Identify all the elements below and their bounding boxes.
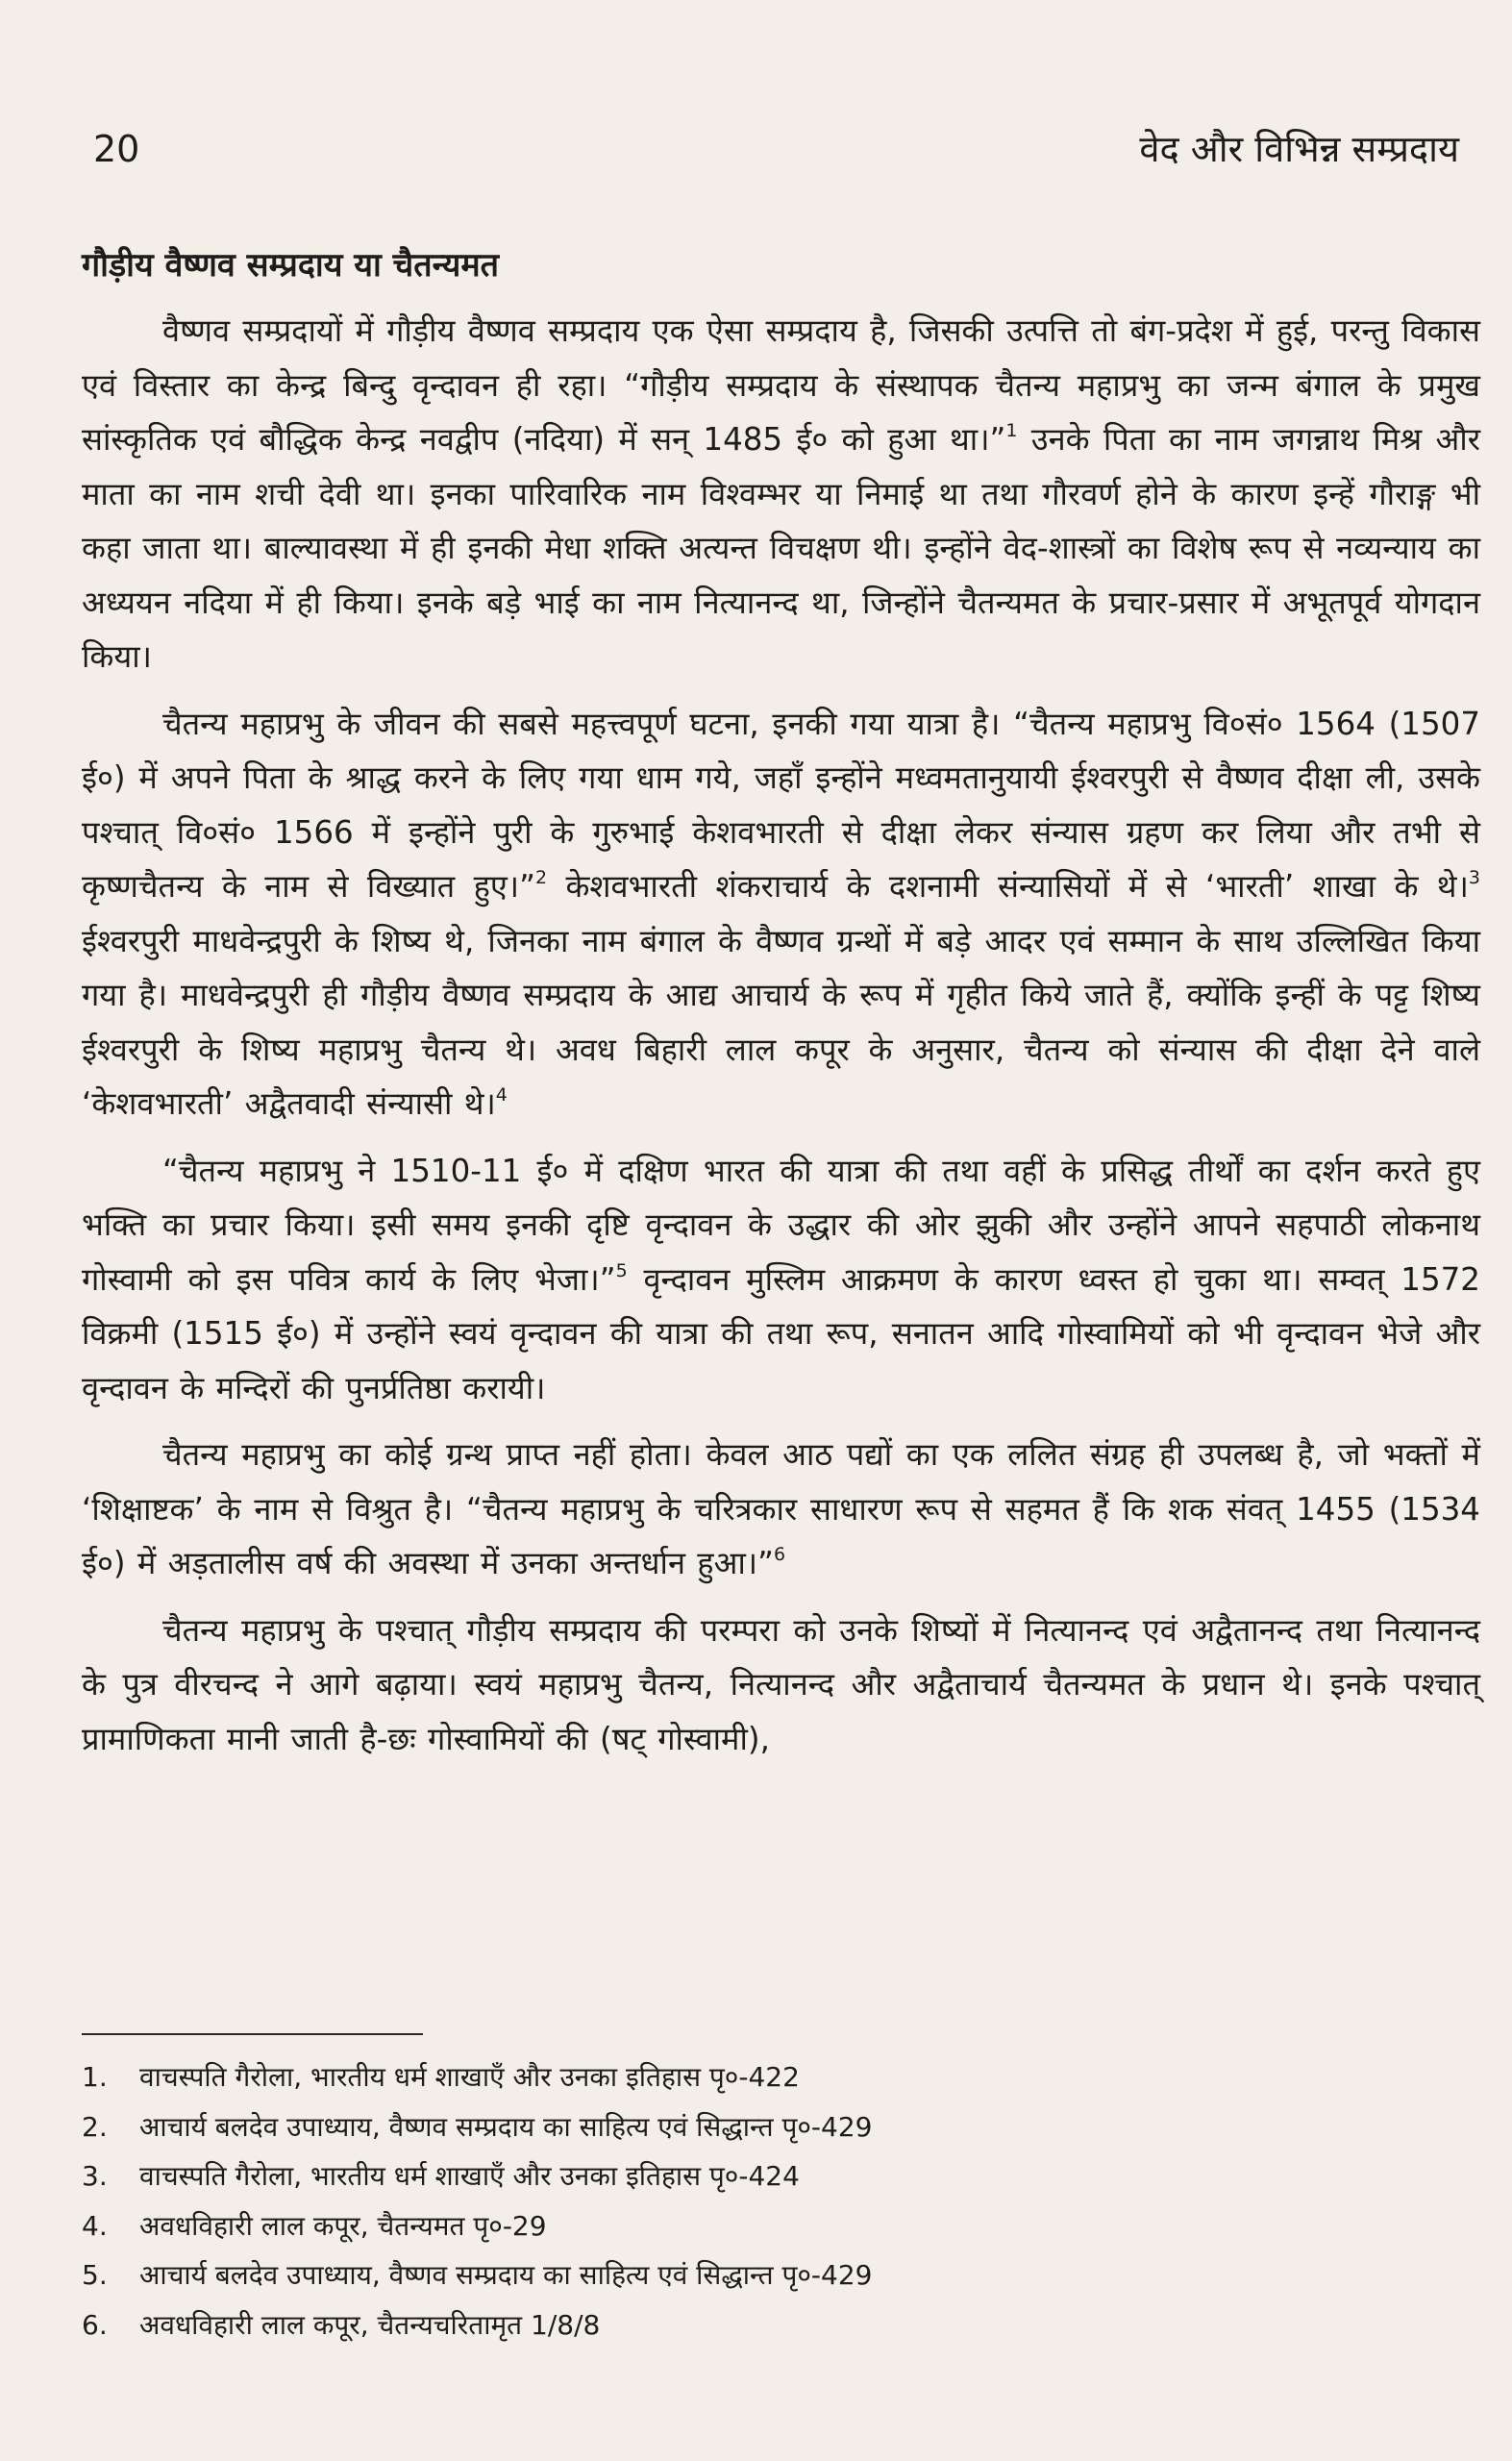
footnote-item [82, 2052, 1480, 2102]
footnote-item [82, 2201, 1480, 2251]
running-head: वेद और विभिन्न सम्प्रदाय [1139, 128, 1459, 170]
footnote-number: 5. [82, 2259, 108, 2292]
paragraph-text: चैतन्य महाप्रभु के पश्चात् गौड़ीय सम्प्रदाय की परम्परा को उनके शिष्यों में नित्यानन्द एवं अद्वैतानन्द तथा नित्यानन्द के पुत्र वीरचन्द ने आगे बढ़ाया। स्वयं महाप्रभु चैतन्य, नित्यानन्द और अद्वैताचार्य चैतन्यमत के प्रधान थे। इनके पश्चात् प्रामाणिकता मानी जाती है-छः गोस्वामियों की (षट् गोस्वामी), [82, 1611, 1480, 1757]
footnote-text: अवधविहारी लाल कपूर, चैतन्यचरितामृत 1/8/8 [139, 2308, 601, 2341]
footnote-text: आचार्य बलदेव उपाध्याय, वैष्णव सम्प्रदाय का साहित्य एवं सिद्धान्त पृ०-429 [139, 2259, 873, 2292]
footnote-ref: 5 [615, 1259, 628, 1281]
page-header [82, 125, 1459, 183]
footnote-divider [82, 2033, 423, 2035]
footnote-list [82, 2052, 1480, 2350]
paragraph-4 [82, 1428, 1480, 1591]
footnote-text: वाचस्पति गैरोला, भारतीय धर्म शाखाएँ और उनका इतिहास पृ०-422 [139, 2061, 800, 2093]
footnote-ref: 6 [773, 1544, 786, 1565]
footnote-item [82, 2102, 1480, 2152]
footnote-number: 6. [82, 2308, 108, 2341]
footnote-number: 2. [82, 2110, 108, 2143]
footnote-number: 4. [82, 2209, 108, 2242]
paragraph-text: वृन्दावन मुस्लिम आक्रमण के कारण ध्वस्त हो चुका था। सम्वत् 1572 विक्रमी (1515 ई०) में उन्होंने स्वयं वृन्दावन की यात्रा की तथा रूप, सनातन आदि गोस्वामियों को भी वृन्दावन भेजे और वृन्दावन के मन्दिरों की पुनर्प्रतिष्ठा करायी। [82, 1260, 1480, 1406]
footnote-item [82, 2300, 1480, 2350]
paragraph-text: ईश्वरपुरी माधवेन्द्रपुरी के शिष्य थे, जिनका नाम बंगाल के वैष्णव ग्रन्थों में बड़े आदर एवं सम्मान के साथ उल्लिखित किया गया है। माधवेन्द्रपुरी ही गौड़ीय वैष्णव सम्प्रदाय के आद्य आचार्य के रूप में गृहीत किये जाते हैं, क्योंकि इन्हीं के पट्ट शिष्य ईश्वरपुरी के शिष्य महाप्रभु चैतन्य थे। अवध बिहारी लाल कपूर के अनुसार, चैतन्य को संन्यास की दीक्षा देने वाले ‘केशवभारती’ अद्वैतवादी संन्यासी थे। [82, 922, 1480, 1122]
paragraph-5 [82, 1603, 1480, 1767]
footnote-ref: 3 [1468, 867, 1480, 888]
footnote-item [82, 2151, 1480, 2201]
footnotes [82, 2033, 1480, 2350]
paragraph-text: वैष्णव सम्प्रदायों में गौड़ीय वैष्णव सम्प्रदाय एक ऐसा सम्प्रदाय है, जिसकी उत्पत्ति तो बंग-प्रदेश में हुई, परन्तु विकास एवं विस्तार का केन्द्र बिन्दु वृन्दावन ही रहा। “गौड़ीय सम्प्रदाय के संस्थापक चैतन्य महाप्रभु का जन्म बंगाल के प्रमुख सांस्कृतिक एवं बौद्धिक केन्द्र नवद्वीप (नदिया) में सन् 1485 ई० को हुआ था।” [82, 312, 1480, 458]
footnote-ref: 4 [495, 1084, 508, 1106]
section-heading: गौड़ीय वैष्णव सम्प्रदाय या चैतन्यमत [82, 246, 500, 285]
paragraph-3 [82, 1144, 1480, 1416]
paragraph-text: उनके पिता का नाम जगन्नाथ मिश्र और माता का नाम शची देवी था। इनका पारिवारिक नाम विश्वम्भर या निमाई था तथा गौरवर्ण होने के कारण इन्हें गौराङ्ग भी कहा जाता था। बाल्यावस्था में ही इनकी मेधा शक्ति अत्यन्त विचक्षण थी। इन्होंने वेद-शास्त्रों का विशेष रूप से नव्यन्याय का अध्ययन नदिया में ही किया। इनके बड़े भाई का नाम नित्यानन्द था, जिन्होंने चैतन्यमत के प्रचार-प्रसार में अभूतपूर्व योगदान किया। [82, 421, 1480, 675]
footnote-number: 1. [82, 2061, 108, 2093]
paragraph-2 [82, 697, 1480, 1131]
footnote-ref: 1 [1005, 420, 1018, 441]
paragraph-text: केशवभारती शंकराचार्य के दशनामी संन्यासियों में से ‘भारती’ शाखा के थे। [547, 868, 1469, 905]
footnote-text: अवधविहारी लाल कपूर, चैतन्यमत पृ०-29 [139, 2209, 547, 2242]
footnote-text: आचार्य बलदेव उपाध्याय, वैष्णव सम्प्रदाय का साहित्य एवं सिद्धान्त पृ०-429 [139, 2110, 873, 2143]
paragraph-1 [82, 304, 1480, 684]
page-number: 20 [93, 128, 140, 170]
footnote-number: 3. [82, 2160, 108, 2193]
paragraph-text: चैतन्य महाप्रभु का कोई ग्रन्थ प्राप्त नहीं होता। केवल आठ पद्यों का एक ललित संग्रह ही उपलब्ध है, जो भक्तों में ‘शिक्षाष्टक’ के नाम से विश्रुत है। “चैतन्य महाप्रभु के चरित्रकार साधारण रूप से सहमत हैं कि शक संवत् 1455 (1534 ई०) में अड़तालीस वर्ष की अवस्था में उनका अन्तर्धान हुआ।” [82, 1436, 1480, 1581]
paragraph-text: “चैतन्य महाप्रभु ने 1510-11 ई० में दक्षिण भारत की यात्रा की तथा वहीं के प्रसिद्ध तीर्थों का दर्शन करते हुए भक्ति का प्रचार किया। इसी समय इनकी दृष्टि वृन्दावन के उद्धार की ओर झुकी और उन्होंने आपने सहपाठी लोकनाथ गोस्वामी को इस पवित्र कार्य के लिए भेजा।” [82, 1152, 1480, 1298]
main-content [82, 240, 1480, 1778]
footnote-item [82, 2250, 1480, 2300]
footnote-ref: 2 [534, 867, 548, 888]
footnote-text: वाचस्पति गैरोला, भारतीय धर्म शाखाएँ और उनका इतिहास पृ०-424 [139, 2160, 800, 2193]
paragraph-text: चैतन्य महाप्रभु के जीवन की सबसे महत्त्वपूर्ण घटना, इनकी गया यात्रा है। “चैतन्य महाप्रभु वि०सं० 1564 (1507 ई०) में अपने पिता के श्राद्ध करने के लिए गया धाम गये, जहाँ इन्होंने मध्वमतानुयायी ईश्वरपुरी से वैष्णव दीक्षा ली, उसके पश्चात् वि०सं० 1566 में इन्होंने पुरी के गुरुभाई केशवभारती से दीक्षा लेकर संन्यास ग्रहण कर लिया और तभी से कृष्णचैतन्य के नाम से विख्यात हुए।” [82, 705, 1480, 905]
